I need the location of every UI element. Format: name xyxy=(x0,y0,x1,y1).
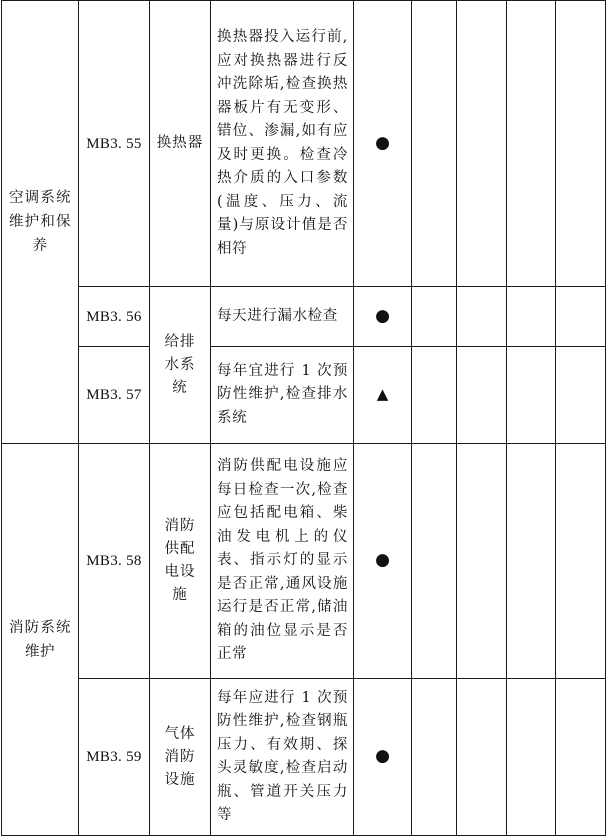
mark-cell xyxy=(354,347,412,444)
item-code: MB3. 55 xyxy=(86,135,142,152)
blank-cell xyxy=(556,444,606,679)
blank-cell xyxy=(412,1,457,287)
category-label: 空调系统维护和保养 xyxy=(9,190,71,254)
description-cell xyxy=(211,347,354,444)
table-row xyxy=(2,679,606,836)
blank-cell xyxy=(412,679,457,836)
circle-mark-icon: ● xyxy=(375,550,390,570)
blank-cell xyxy=(457,347,507,444)
circle-mark-icon: ● xyxy=(375,132,390,153)
item-code: MB3. 58 xyxy=(86,553,142,569)
maintenance-spec-table xyxy=(1,0,606,836)
blank-cell xyxy=(457,1,507,287)
table-row xyxy=(2,287,606,347)
blank-cell xyxy=(412,347,457,444)
description-cell xyxy=(211,287,354,347)
item-code: MB3. 56 xyxy=(86,308,142,325)
blank-cell xyxy=(507,679,556,836)
mark-cell xyxy=(354,679,412,836)
blank-cell xyxy=(457,287,507,347)
category-cell xyxy=(2,1,79,444)
item-cell xyxy=(150,1,211,287)
requirement-text: 每天进行漏水检查 xyxy=(217,307,338,324)
requirement-text: 每年宜进行 1 次预防性维护,检查排水系统 xyxy=(217,362,348,426)
triangle-mark-icon: ▲ xyxy=(376,385,389,403)
item-cell xyxy=(150,679,211,836)
blank-cell xyxy=(412,444,457,679)
circle-mark-icon: ● xyxy=(375,305,390,326)
code-cell xyxy=(79,1,150,287)
blank-cell xyxy=(507,287,556,347)
item-name: 气体消防设施 xyxy=(164,725,196,788)
table-row xyxy=(2,444,606,679)
item-name: 给排水系统 xyxy=(164,333,196,396)
blank-cell xyxy=(412,287,457,347)
category-cell xyxy=(2,444,79,836)
blank-cell xyxy=(556,287,606,347)
requirement-text: 换热器投入运行前,应对换热器进行反冲洗除垢,检查换热器板片有无变形、错位、渗漏,如有应及时更换。检查冷热介质的入口参数(温度、压力、流量)与原设计值是否相符 xyxy=(217,29,348,257)
blank-cell xyxy=(457,679,507,836)
requirement-text: 消防供配电设施应每日检查一次,检查应包括配电箱、柴油发电机上的仪表、指示灯的显示是否正常,通风设施运行是否正常,储油箱的油位显示是否正常 xyxy=(217,458,348,663)
description-cell xyxy=(211,679,354,836)
table-row xyxy=(2,1,606,287)
blank-cell xyxy=(507,444,556,679)
circle-mark-icon: ● xyxy=(375,746,390,766)
item-code: MB3. 59 xyxy=(86,749,142,765)
description-cell xyxy=(211,1,354,287)
mark-cell xyxy=(354,287,412,347)
category-label: 消防系统维护 xyxy=(9,619,71,660)
blank-cell xyxy=(556,1,606,287)
mark-cell xyxy=(354,444,412,679)
item-name: 换热器 xyxy=(156,135,204,151)
blank-cell xyxy=(556,347,606,444)
code-cell xyxy=(79,287,150,347)
item-name: 消防供配电设施 xyxy=(164,518,196,603)
item-cell xyxy=(150,444,211,679)
table-row xyxy=(2,347,606,444)
code-cell xyxy=(79,347,150,444)
blank-cell xyxy=(507,1,556,287)
item-code: MB3. 57 xyxy=(86,387,142,403)
blank-cell xyxy=(457,444,507,679)
description-cell xyxy=(211,444,354,679)
mark-cell xyxy=(354,1,412,287)
requirement-text: 每年应进行 1 次预防性维护,检查钢瓶压力、有效期、探头灵敏度,检查启动瓶、管道开关压力等 xyxy=(217,689,348,823)
code-cell xyxy=(79,679,150,836)
code-cell xyxy=(79,444,150,679)
item-cell xyxy=(150,287,211,444)
blank-cell xyxy=(507,347,556,444)
blank-cell xyxy=(556,679,606,836)
